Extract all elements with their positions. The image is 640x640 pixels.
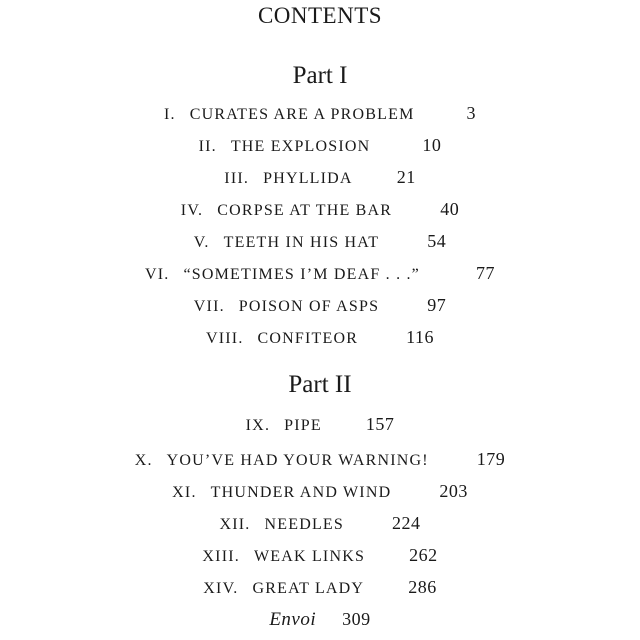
chapter-title: NEEDLES [264,516,345,533]
toc-entry [0,167,640,193]
chapter-title: YOU’VE HAD YOUR WARNING! [166,452,429,469]
chapter-page: 21 [396,167,416,187]
envoi-page: 309 [342,609,371,629]
envoi-title: Envoi [269,609,317,630]
toc-entry [0,295,640,321]
chapter-number: IV. [180,202,204,219]
toc-entry [0,481,640,507]
chapter-title: THUNDER AND WIND [210,484,392,501]
chapter-page: 157 [365,414,395,434]
chapter-number: XII. [219,516,251,533]
chapter-page: 224 [392,513,421,533]
chapter-page: 97 [427,295,447,315]
chapter-number: VI. [144,266,170,283]
toc-entry [0,263,640,289]
chapter-number: VII. [193,298,225,315]
toc-entry [0,103,640,129]
toc-entry [0,513,640,539]
page-title: CONTENTS [257,3,383,28]
toc-entry-envoi [0,609,640,635]
chapter-number: X. [134,452,153,469]
chapter-page: 77 [476,263,495,283]
chapter-page: 54 [427,231,447,251]
chapter-page: 203 [439,481,468,501]
chapter-number: II. [198,138,217,155]
chapter-number: V. [193,234,210,251]
chapter-number: III. [224,170,250,187]
chapter-number: IX. [245,417,271,434]
toc-entry [0,327,640,353]
toc-entry [0,449,640,475]
chapter-title: GREAT LADY [252,580,365,597]
toc-entry [0,545,640,571]
chapter-page: 10 [422,135,442,155]
chapter-title: CONFITEOR [257,330,359,347]
chapter-page: 40 [440,199,460,219]
chapter-title: CORPSE AT THE BAR [217,202,393,219]
toc-entry [0,414,640,440]
chapter-number: VIII. [206,330,244,347]
chapter-title: TEETH IN HIS HAT [223,234,380,251]
chapter-title: PIPE [284,417,322,434]
chapter-page: 262 [409,545,438,565]
toc-entry [0,135,640,161]
chapter-title: POISON OF ASPS [238,298,380,315]
toc-entry [0,577,640,603]
part-heading-1: Part I [292,62,348,89]
chapter-title: THE EXPLOSION [230,138,371,155]
chapter-title: “SOMETIMES I’M DEAF . . .” [183,266,420,283]
chapter-page: 179 [476,449,506,469]
chapter-number: XIV. [203,580,239,597]
chapter-number: XI. [172,484,197,501]
chapter-title: PHYLLIDA [263,170,353,187]
toc-entry [0,231,640,257]
chapter-title: CURATES ARE A PROBLEM [189,106,415,123]
chapter-number: XIII. [202,548,240,565]
part-heading-2: Part II [288,371,352,398]
chapter-page: 286 [408,577,437,597]
chapter-page: 116 [406,327,434,347]
chapter-page: 3 [466,103,477,123]
chapter-title: WEAK LINKS [253,548,366,565]
chapter-number: I. [163,106,176,123]
toc-entry [0,199,640,225]
